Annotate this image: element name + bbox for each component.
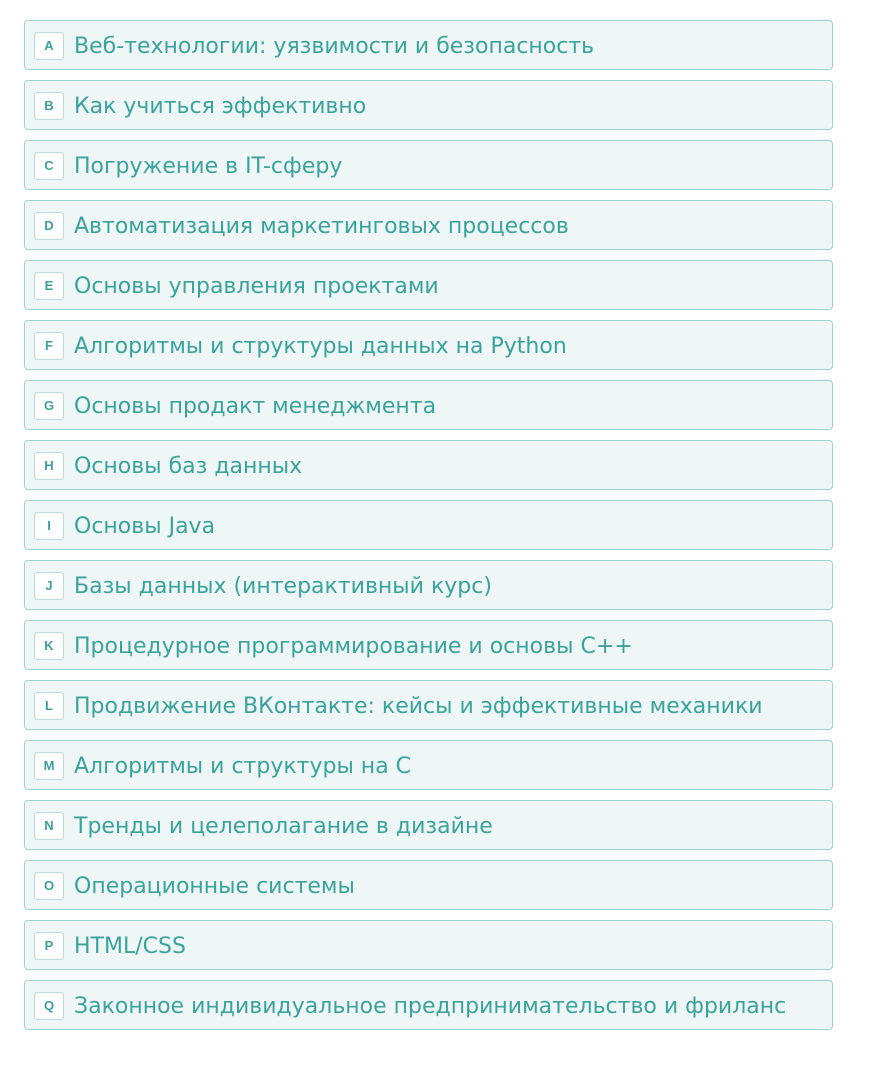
option-key-badge: Q [34,992,64,1020]
option-key-badge: C [34,152,64,180]
option-i[interactable] [24,500,833,550]
option-label: Основы продакт менеджмента [74,394,437,419]
option-key-badge: E [34,272,64,300]
option-q[interactable] [24,980,833,1030]
option-label: Основы баз данных [74,454,303,479]
option-label: Операционные системы [74,874,355,899]
option-label: Автоматизация маркетинговых процессов [74,214,569,239]
option-k[interactable] [24,620,833,670]
option-key-badge: D [34,212,64,240]
option-label: Базы данных (интерактивный курс) [74,574,492,599]
option-b[interactable] [24,80,833,130]
option-label: Процедурное программирование и основы С++ [74,634,633,659]
option-label: HTML/CSS [74,934,186,959]
option-f[interactable] [24,320,833,370]
option-label: Тренды и целеполагание в дизайне [74,814,493,839]
option-key-badge: L [34,692,64,720]
option-p[interactable] [24,920,833,970]
option-key-badge: I [34,512,64,540]
option-label: Алгоритмы и структуры данных на Python [74,334,567,359]
answer-options-list [24,20,833,1040]
option-key-badge: M [34,752,64,780]
option-key-badge: J [34,572,64,600]
option-m[interactable] [24,740,833,790]
option-d[interactable] [24,200,833,250]
option-g[interactable] [24,380,833,430]
option-key-badge: B [34,92,64,120]
option-e[interactable] [24,260,833,310]
option-label: Как учиться эффективно [74,94,367,119]
option-label: Продвижение ВКонтакте: кейсы и эффективные механики [74,694,763,719]
option-a[interactable] [24,20,833,70]
option-label: Погружение в IT-сферу [74,154,343,179]
option-j[interactable] [24,560,833,610]
option-key-badge: A [34,32,64,60]
option-key-badge: N [34,812,64,840]
option-n[interactable] [24,800,833,850]
option-key-badge: H [34,452,64,480]
option-o[interactable] [24,860,833,910]
option-key-badge: F [34,332,64,360]
option-label: Законное индивидуальное предпринимательство и фриланс [74,994,787,1019]
option-l[interactable] [24,680,833,730]
option-label: Основы Java [74,514,216,539]
option-key-badge: O [34,872,64,900]
option-c[interactable] [24,140,833,190]
option-h[interactable] [24,440,833,490]
option-key-badge: K [34,632,64,660]
option-label: Веб-технологии: уязвимости и безопасность [74,34,595,59]
option-key-badge: G [34,392,64,420]
option-label: Алгоритмы и структуры на С [74,754,412,779]
option-key-badge: P [34,932,64,960]
option-label: Основы управления проектами [74,274,439,299]
